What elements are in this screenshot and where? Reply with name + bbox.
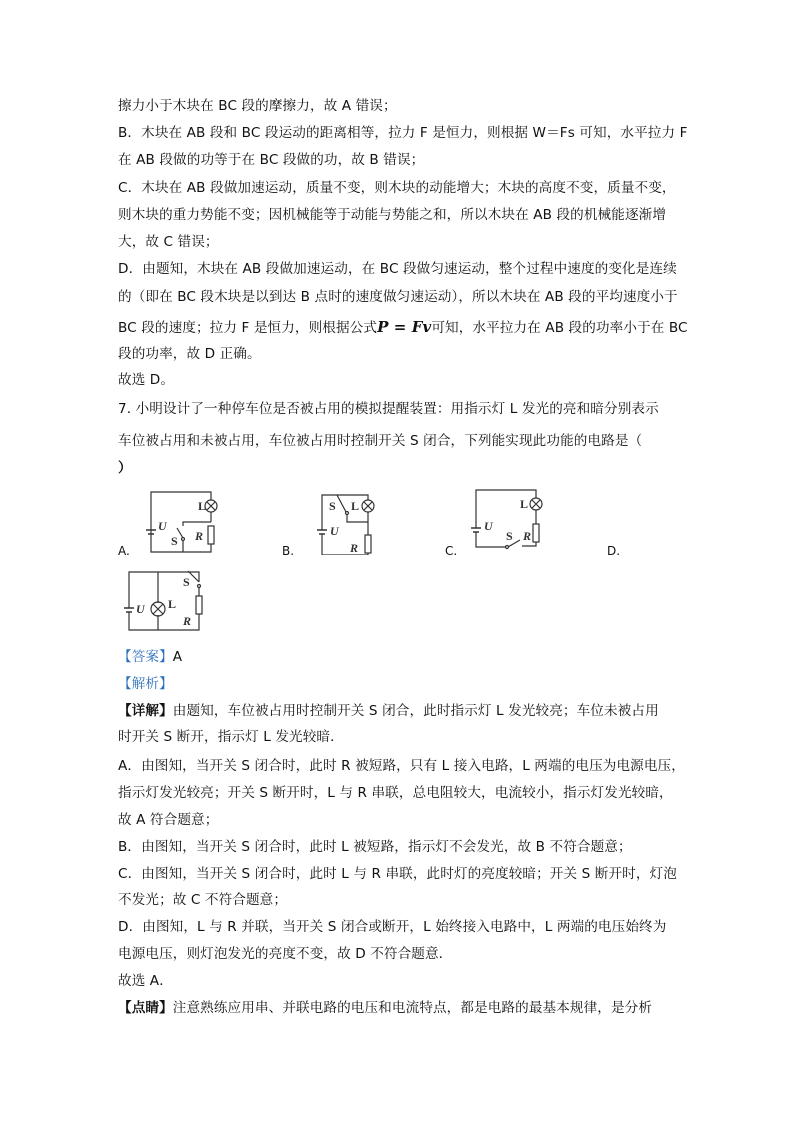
label-s: S: [183, 575, 190, 589]
question-7: 7. 小明设计了一种停车位是否被占用的模拟提醒装置：用指示灯 L 发光的亮和暗分别表示: [118, 401, 659, 417]
text: BC 段的速度；拉力 F 是恒力，则根据公式: [118, 320, 378, 336]
label-l: L: [198, 499, 207, 513]
detail-line: [118, 703, 659, 719]
formula-p-fv: P = Fv: [377, 318, 432, 336]
text: 由题知，车位被占用时控制开关 S 闭合，此时指示灯 L 发光较亮；车位未被占用: [172, 703, 659, 719]
label-u: U: [136, 602, 145, 616]
circuit-diagram-a: [145, 490, 225, 555]
circuit-diagram-b: [296, 490, 376, 555]
text-line: 故选 D。: [118, 372, 175, 388]
label-r: R: [350, 541, 359, 555]
label-l: L: [520, 497, 529, 511]
paren-close: ）: [118, 460, 132, 476]
circuit-diagram-d: [120, 568, 210, 636]
circuit-diagram-c: [470, 488, 550, 553]
text-line: 不发光；故 C 不符合题意；: [118, 892, 288, 908]
option-b-label: B.: [282, 544, 295, 558]
text-line: 段的功率，故 D 正确。: [118, 346, 261, 362]
label-r: R: [523, 529, 532, 543]
text-line: 的（即在 BC 段木块是以到达 B 点时的速度做匀速运动），所以木块在 AB 段的平均速度小于: [118, 289, 678, 305]
analysis-tag: 【解析】: [118, 676, 173, 692]
option-d-label: D.: [607, 544, 621, 558]
text-line: B．由图知，当开关 S 闭合时，此时 L 被短路，指示灯不会发光，故 B 不符合题意；: [118, 839, 632, 855]
text-line: C．木块在 AB 段做加速运动，质量不变，则木块的动能增大；木块的高度不变，质量不变，: [118, 180, 676, 196]
label-r: R: [183, 614, 192, 628]
text: 可知，水平拉力在 AB 段的功率小于在 BC: [431, 320, 688, 336]
label-u: U: [484, 519, 493, 533]
detail-tag: 【详解】: [118, 703, 173, 719]
question-7-cont: 车位被占用和未被占用，车位被占用时控制开关 S 闭合，下列能实现此功能的电路是（: [118, 433, 643, 449]
option-c-label: C.: [445, 544, 458, 558]
text-line: 在 AB 段做的功等于在 BC 段做的功，故 B 错误；: [118, 152, 425, 168]
answer-value: A: [172, 649, 183, 665]
text-line: A．由图知，当开关 S 闭合时，此时 R 被短路，只有 L 接入电路，L 两端的电压为电源电压，: [118, 758, 685, 774]
text-line: 电源电压，则灯泡发光的亮度不变，故 D 不符合题意．: [118, 946, 453, 962]
text-line: 故 A 符合题意；: [118, 812, 219, 828]
text-line: 指示灯发光较亮；开关 S 断开时，L 与 R 串联，总电阻较大，电流较小，指示灯发光较暗，: [118, 785, 673, 801]
label-s: S: [329, 499, 336, 513]
text-line: C．由图知，当开关 S 闭合时，此时 L 与 R 串联，此时灯的亮度较暗；开关 S 断开时，灯泡: [118, 866, 677, 882]
answer-tag: 【答案】: [118, 649, 173, 665]
text-line: 则木块的重力势能不变；因机械能等于动能与势能之和，所以木块在 AB 段的机械能逐渐增: [118, 207, 667, 223]
label-s: S: [171, 534, 178, 548]
text-line: 擦力小于木块在 BC 段的摩擦力，故 A 错误；: [118, 98, 397, 114]
label-s: S: [506, 529, 513, 543]
text-line: 大，故 C 错误；: [118, 234, 219, 250]
answer-line: [118, 649, 182, 665]
text-line: 故选 A．: [118, 973, 173, 989]
label-l: L: [351, 499, 360, 513]
tip-line: [118, 1000, 652, 1016]
label-r: R: [195, 529, 204, 543]
formula-line: [118, 319, 688, 336]
option-a-label: A.: [118, 544, 130, 558]
text-line: B．木块在 AB 段和 BC 段运动的距离相等，拉力 F 是恒力，则根据 W＝Fs 可知，水平拉力 F: [118, 125, 688, 141]
tip-tag: 【点睛】: [118, 1000, 173, 1016]
text: 注意熟练应用串、并联电路的电压和电流特点，都是电路的最基本规律，是分析: [172, 1000, 653, 1016]
label-l: L: [168, 597, 177, 611]
text-line: D．由题知，木块在 AB 段做加速运动，在 BC 段做匀速运动，整个过程中速度的变化是连续: [118, 261, 677, 277]
label-u: U: [330, 524, 339, 538]
text-line: D．由图知，L 与 R 并联，当开关 S 闭合或断开，L 始终接入电路中，L 两端的电压始终为: [118, 919, 667, 935]
label-u: U: [158, 519, 167, 533]
text-line: 时开关 S 断开，指示灯 L 发光较暗．: [118, 729, 344, 745]
